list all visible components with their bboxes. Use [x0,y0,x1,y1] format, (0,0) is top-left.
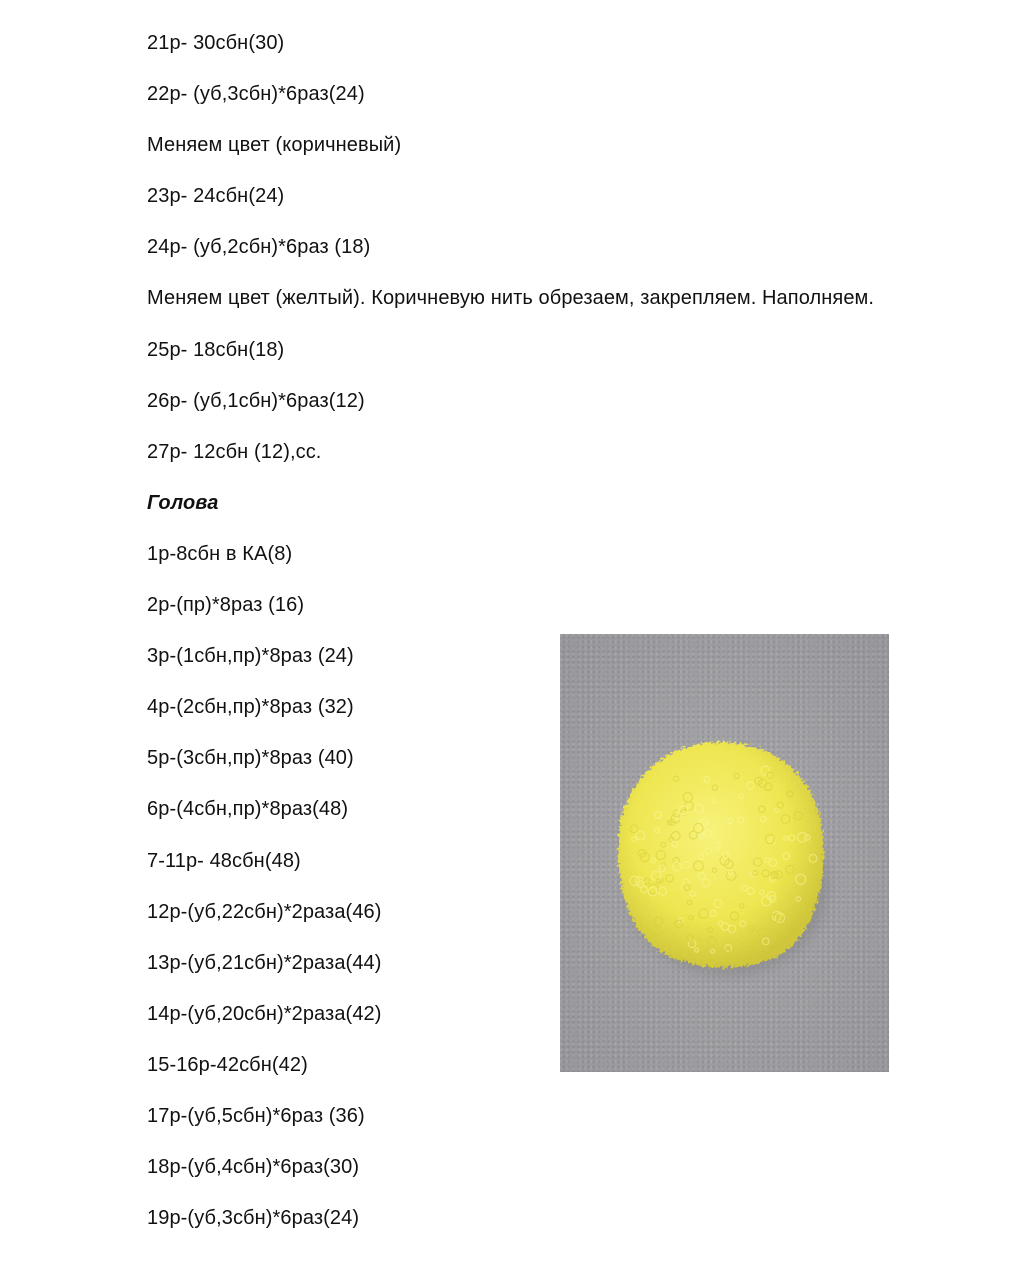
instruction-line: 5р-(3сбн,пр)*8раз (40) [147,747,354,770]
instruction-line: 27р- 12сбн (12),сс. [147,440,322,463]
instruction-line: 24р- (уб,2сбн)*6раз (18) [147,236,371,259]
instruction-line: 3р-(1сбн,пр)*8раз (24) [147,645,354,668]
instruction-line: 1р-8сбн в КА(8) [147,542,293,565]
section-heading: Голова [147,491,219,514]
instruction-line: 13р-(уб,21сбн)*2раза(44) [147,951,382,974]
instruction-line: 15-16р-42сбн(42) [147,1053,308,1076]
instruction-line: 12р-(уб,22сбн)*2раза(46) [147,900,382,923]
instruction-line: 23р- 24сбн(24) [147,185,285,208]
instruction-line: 21р- 30сбн(30) [147,32,285,54]
yarn-ball-photo [560,634,889,1072]
instruction-line: 2р-(пр)*8раз (16) [147,594,305,617]
instruction-line: 22р- (уб,3сбн)*6раз(24) [147,83,365,106]
instruction-line: 19р-(уб,3сбн)*6раз(24) [147,1207,360,1230]
instruction-line: 14р-(уб,20сбн)*2раза(42) [147,1002,382,1025]
instruction-line: Меняем цвет (коричневый) [147,134,402,157]
instruction-line: Меняем цвет (желтый). Коричневую нить обрезаем, закрепляем. Наполняем. [147,287,875,310]
yarn-ball-illustration [560,634,889,1072]
instruction-line: 17р-(уб,5сбн)*6раз (36) [147,1104,365,1127]
instruction-line: 26р- (уб,1сбн)*6раз(12) [147,389,365,412]
instruction-line: 4р-(2сбн,пр)*8раз (32) [147,696,354,719]
instruction-line: 18р-(уб,4сбн)*6раз(30) [147,1156,360,1179]
instruction-line: 7-11р- 48сбн(48) [147,849,301,872]
instruction-line: 6р-(4сбн,пр)*8раз(48) [147,798,349,821]
instruction-line: 25р- 18сбн(18) [147,338,285,361]
